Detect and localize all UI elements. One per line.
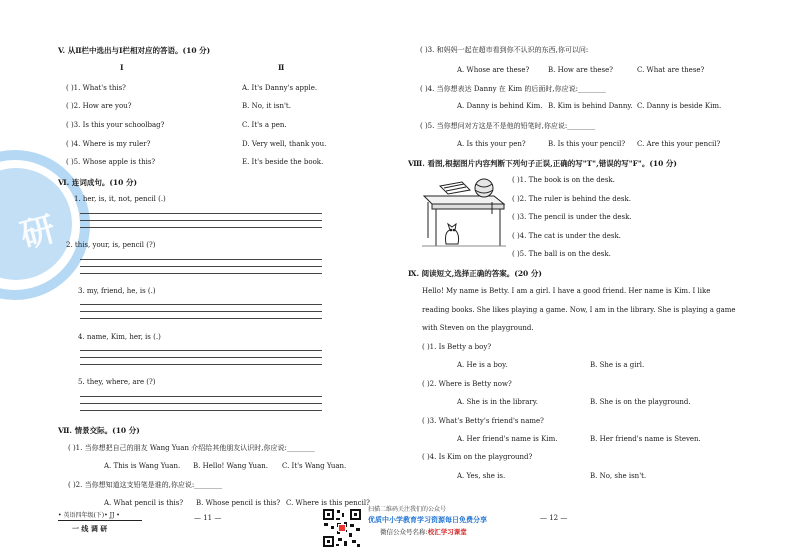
s5-q2: ( )2. How are you? <box>66 102 132 110</box>
s7-q5: ( )5. 当你想问对方这是不是他的铅笔时,你应说:________ <box>420 122 596 130</box>
s7-q4-optB: B. Kim is behind Danny. <box>548 102 633 110</box>
s9-q3: ( )3. What's Betty's friend's name? <box>422 417 544 425</box>
s7-q4-optA: A. Danny is behind Kim. <box>457 102 543 110</box>
s5-q5: ( )5. Whose apple is this? <box>66 158 156 166</box>
s9-q1: ( )1. Is Betty a boy? <box>422 343 492 351</box>
s7-q2-optA: A. What pencil is this? <box>104 499 184 507</box>
s5-a5: E. It's beside the book. <box>242 158 324 166</box>
s9-q3-optA: A. Her friend's name is Kim. <box>457 435 558 443</box>
s5-a2: B. No, it isn't. <box>242 102 291 110</box>
s9-q4: ( )4. Is Kim on the playground? <box>422 453 533 461</box>
section8-title: Ⅷ. 看图,根据图片内容判断下列句子正误,正确的写"T",错误的写"F"。(10 分) <box>408 159 677 168</box>
s7-q5-optA: A. Is this your pen? <box>457 140 526 148</box>
s9-q4-optB: B. No, she isn't. <box>590 472 647 480</box>
desk-illustration <box>418 172 508 250</box>
s6-item5: 5. they, where, are (?) <box>78 378 156 386</box>
s7-q3-optA: A. Whose are these? <box>457 66 530 74</box>
s9-q1-optB: B. She is a girl. <box>590 361 645 369</box>
s8-item5: ( )5. The ball is on the desk. <box>512 250 611 258</box>
s7-q3-optC: C. What are these? <box>637 66 705 74</box>
section6-title: Ⅵ. 连词成句。(10 分) <box>58 178 137 187</box>
s9-q2-optB: B. She is on the playground. <box>590 398 691 406</box>
page-number-left: — 11 — <box>194 514 222 522</box>
s5-q3: ( )3. Is this your schoolbag? <box>66 121 165 129</box>
s5-q4: ( )4. Where is my ruler? <box>66 140 151 148</box>
watermark-text: 研 <box>16 209 60 257</box>
s7-q3: ( )3. 和妈妈一起在超市看到你不认识的东西,你可以问: <box>420 46 589 54</box>
s7-q1-optC: C. It's Wang Yuan. <box>282 462 347 470</box>
s9-q2: ( )2. Where is Betty now? <box>422 380 512 388</box>
col1-heading: Ⅰ <box>120 63 124 72</box>
s7-q1-optA: A. This is Wang Yuan. <box>104 462 181 470</box>
passage-line1: Hello! My name is Betty. I am a girl. I have a good friend. Her name is Kim. I like <box>422 287 711 295</box>
s9-q2-optA: A. She is in the library. <box>457 398 538 406</box>
s8-item1: ( )1. The book is on the desk. <box>512 176 615 184</box>
footer-wechat-label: 微信公众号名称: <box>380 528 428 536</box>
s7-q4-optC: C. Danny is beside Kim. <box>637 102 722 110</box>
section9-title: Ⅸ. 阅读短文,选择正确的答案。(20 分) <box>408 269 542 278</box>
s6-item2: 2. this, your, is, pencil (?) <box>66 241 156 249</box>
s8-item2: ( )2. The ruler is behind the desk. <box>512 195 631 203</box>
footer-promo-text: 优质中小学教育学习资源每日免费分享 <box>368 516 487 524</box>
s5-a3: C. It's a pen. <box>242 121 287 129</box>
s9-q3-optB: B. Her friend's name is Steven. <box>590 435 701 443</box>
s8-item4: ( )4. The cat is under the desk. <box>512 232 621 240</box>
section7-title: Ⅶ. 情景交际。(10 分) <box>58 426 140 435</box>
passage-line2: reading books. She likes playing a game. Now, I am in the library. She is playing a game <box>422 306 736 314</box>
footer-scan-text: 扫描二维码关注我们的公众号 <box>368 506 447 513</box>
s5-q1: ( )1. What's this? <box>66 84 126 92</box>
s7-q2-optB: B. Whose pencil is this? <box>196 499 281 507</box>
footer-book-label: • 英语四年级(下)• JJ • <box>58 512 120 519</box>
footer-wechat-name: 校汇学习课堂 <box>427 528 467 536</box>
s7-q5-optB: B. Is this your pencil? <box>548 140 626 148</box>
footer-wechat <box>380 527 467 536</box>
s7-q5-optC: C. Are this your pencil? <box>637 140 721 148</box>
s5-a4: D. Very well, thank you. <box>242 140 327 148</box>
col2-heading: Ⅱ <box>278 63 285 72</box>
page-number-right: — 12 — <box>540 514 568 522</box>
footer-series: 一 线 调 研 <box>72 524 108 533</box>
section5-title: V. 从Ⅱ栏中选出与Ⅰ栏相对应的答语。(10 分) <box>58 46 211 55</box>
passage-line3: with Steven on the playground. <box>422 324 534 332</box>
s6-item4: 4. name, Kim, her, is (.) <box>78 333 161 341</box>
s6-item3: 3. my, friend, he, is (.) <box>78 287 156 295</box>
s9-q4-optA: A. Yes, she is. <box>457 472 506 480</box>
s9-q1-optA: A. He is a boy. <box>457 361 508 369</box>
s5-a1: A. It's Danny's apple. <box>242 84 318 92</box>
s7-q2-optC: C. Where is this pencil? <box>286 499 370 507</box>
s6-item1: 1. her, is, it, not, pencil (.) <box>74 195 166 203</box>
s7-q1-optB: B. Hello! Wang Yuan. <box>193 462 268 470</box>
s7-q4: ( )4. 当你想表达 Danny 在 Kim 的后面时,你应说:________ <box>420 85 606 93</box>
s7-q1: ( )1. 当你想把自己的朋友 Wang Yuan 介绍给其他朋友认识时,你应说:________ <box>68 444 315 452</box>
s7-q2: ( )2. 当你想知道这支铅笔是谁的,你应说:________ <box>68 481 223 489</box>
s7-q3-optB: B. How are these? <box>548 66 613 74</box>
s8-item3: ( )3. The pencil is under the desk. <box>512 213 632 221</box>
qr-code-icon <box>322 508 362 548</box>
